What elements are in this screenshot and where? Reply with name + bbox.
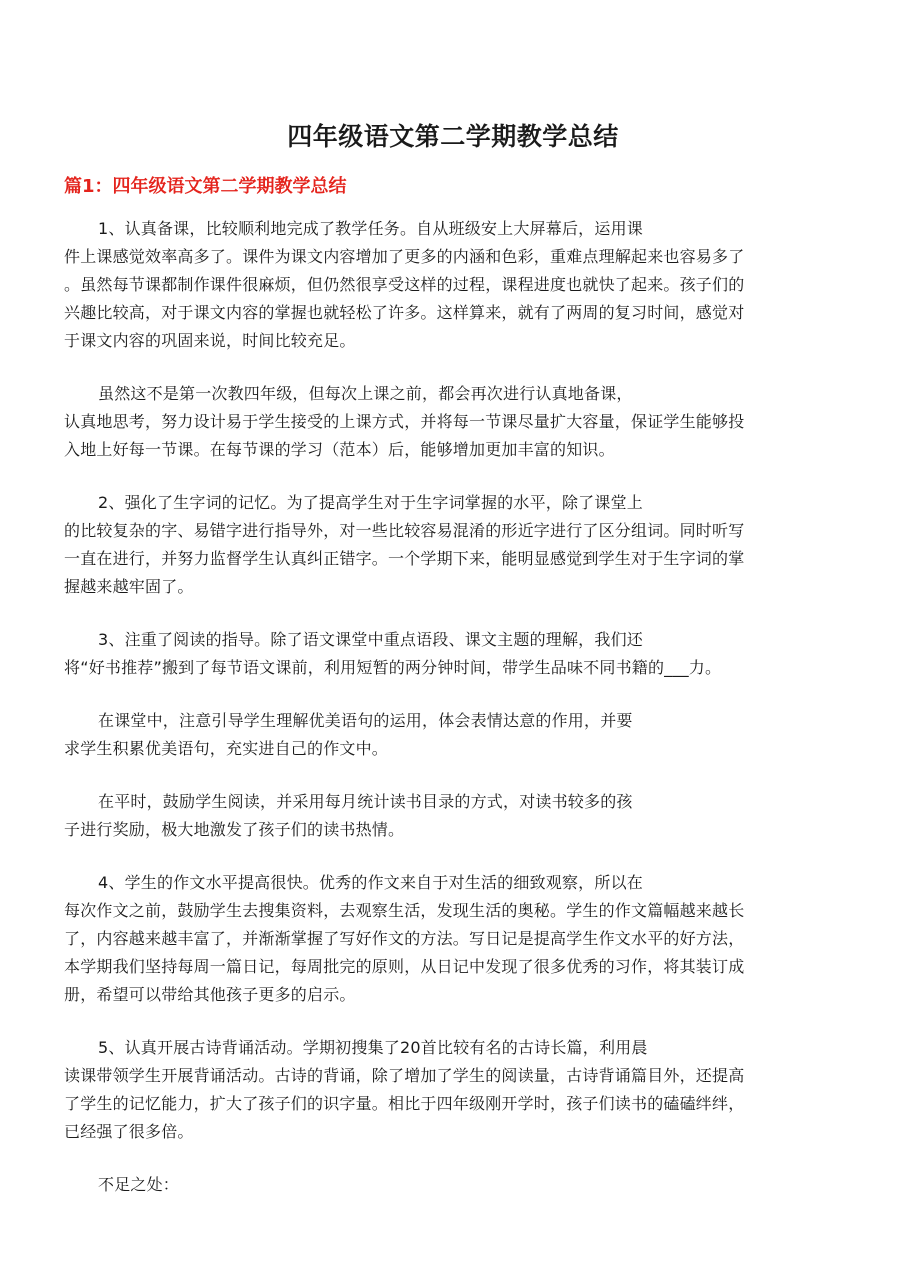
paragraph-line: 将“好书推荐”搬到了每节语文课前，利用短暂的两分钟时间，带学生品味不同书籍的___力。 [64, 658, 722, 677]
paragraph-9 [64, 1171, 842, 1199]
document-title: 四年级语文第二学期教学总结 [287, 122, 619, 151]
paragraph-line: 读课带领学生开展背诵活动。古诗的背诵，除了增加了学生的阅读量，古诗背诵篇目外，还提高 [64, 1066, 745, 1085]
paragraph-2 [64, 380, 842, 464]
paragraph-line: 兴趣比较高，对于课文内容的掌握也就轻松了许多。这样算来，就有了两周的复习时间，感觉对 [64, 303, 745, 322]
paragraph-line: 3、注重了阅读的指导。除了语文课堂中重点语段、课文主题的理解，我们还 [98, 630, 643, 649]
paragraph-line: 握越来越牢固了。 [64, 577, 194, 596]
paragraph-line: 的比较复杂的字、易错字进行指导外，对一些比较容易混淆的形近字进行了区分组词。同时听写 [64, 521, 745, 540]
paragraph-line: 子进行奖励，极大地激发了孩子们的读书热情。 [64, 820, 405, 839]
paragraph-line: 4、学生的作文水平提高很快。优秀的作文来自于对生活的细致观察，所以在 [98, 873, 643, 892]
paragraph-line: 每次作文之前，鼓励学生去搜集资料，去观察生活，发现生活的奥秘。学生的作文篇幅越来越长 [64, 901, 745, 920]
paragraph-line: 2、强化了生字词的记忆。为了提高学生对于生字词掌握的水平，除了课堂上 [98, 493, 643, 512]
paragraph-line: 在课堂中，注意引导学生理解优美语句的运用，体会表情达意的作用，并要 [98, 711, 633, 730]
paragraph-line: 。虽然每节课都制作课件很麻烦，但仍然很享受这样的过程，课程进度也就快了起来。孩子们的 [64, 275, 745, 294]
paragraph-line: 了，内容越来越丰富了，并渐渐掌握了写好作文的方法。写日记是提高学生作文水平的好方法， [64, 929, 745, 948]
paragraph-line: 求学生积累优美语句，充实进自己的作文中。 [64, 739, 389, 758]
paragraph-4 [64, 626, 842, 682]
paragraph-line: 虽然这不是第一次教四年级，但每次上课之前，都会再次进行认真地备课， [98, 384, 633, 403]
paragraph-line: 入地上好每一节课。在每节课的学习（范本）后，能够增加更加丰富的知识。 [64, 440, 615, 459]
paragraph-line: 5、认真开展古诗背诵活动。学期初搜集了20首比较有名的古诗长篇，利用晨 [98, 1038, 648, 1057]
paragraph-line: 册，希望可以带给其他孩子更多的启示。 [64, 985, 356, 1004]
paragraph-7 [64, 869, 842, 1009]
paragraph-8 [64, 1034, 842, 1146]
paragraph-1 [64, 215, 842, 355]
paragraph-line: 不足之处： [98, 1175, 180, 1194]
paragraph-line: 于课文内容的巩固来说，时间比较充足。 [64, 331, 356, 350]
paragraph-line: 认真地思考，努力设计易于学生接受的上课方式，并将每一节课尽量扩大容量，保证学生能够投 [64, 412, 745, 431]
paragraph-line: 1、认真备课，比较顺利地完成了教学任务。自从班级安上大屏幕后，运用课 [98, 219, 643, 238]
paragraph-line: 已经强了很多倍。 [64, 1122, 194, 1141]
paragraph-line: 一直在进行，并努力监督学生认真纠正错字。一个学期下来，能明显感觉到学生对于生字词的掌 [64, 549, 745, 568]
paragraph-line: 件上课感觉效率高多了。课件为课文内容增加了更多的内涵和色彩，重难点理解起来也容易多了 [64, 247, 745, 266]
paragraph-line: 了学生的记忆能力，扩大了孩子们的识字量。相比于四年级刚开学时，孩子们读书的磕磕绊绊， [64, 1094, 745, 1113]
paragraph-5 [64, 707, 842, 763]
section-heading: 篇1：四年级语文第二学期教学总结 [64, 176, 347, 197]
paragraph-3 [64, 489, 842, 601]
paragraph-6 [64, 788, 842, 844]
paragraph-line: 本学期我们坚持每周一篇日记，每周批完的原则，从日记中发现了很多优秀的习作，将其装订成 [64, 957, 745, 976]
paragraph-line: 在平时，鼓励学生阅读，并采用每月统计读书目录的方式，对读书较多的孩 [98, 792, 633, 811]
